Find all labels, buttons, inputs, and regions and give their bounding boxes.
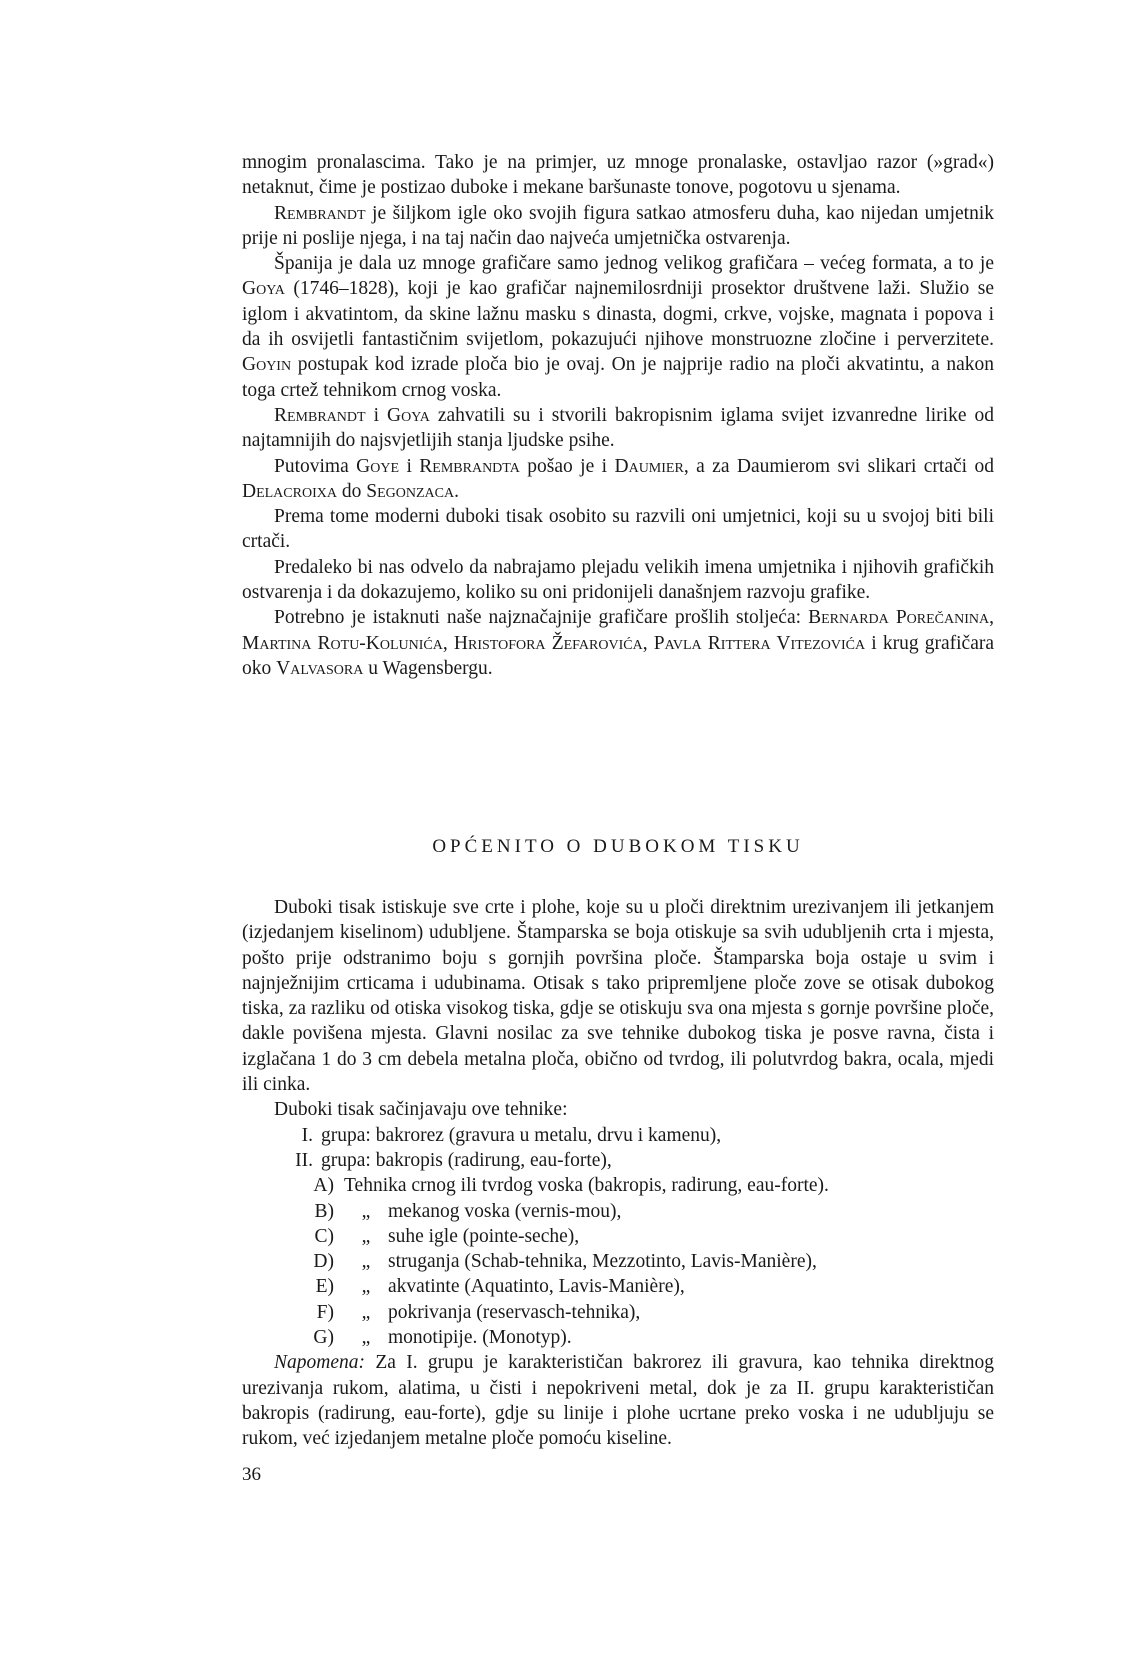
paragraph-text: .: [454, 480, 459, 502]
artist-name: Delacroixa: [242, 480, 337, 502]
list-item: [242, 1325, 994, 1350]
paragraph-text: Španija je dala uz mnoge grafičare samo jednog velikog grafičara – većeg formata, a to je: [274, 253, 994, 275]
list-text: akvatinte (Aquatinto, Lavis-Manière),: [388, 1276, 685, 1298]
page-number: 36: [242, 1464, 261, 1485]
technique-subitems: [242, 1173, 994, 1350]
list-text: mekanog voska (vernis-mou),: [388, 1200, 622, 1222]
artist-name: Goya: [242, 278, 285, 300]
artist-name: Rembrandta: [419, 455, 520, 477]
artist-name: Goyin: [242, 354, 292, 376]
paragraph-intro: Duboki tisak istiskuje sve crte i plohe, koje su u ploči direktnim urezivanjem ili jetkanjem (izjedanjem kiselinom) udubljene. Štamparska se boja otiskuje sa svih udubljenih crta i mjesta, pošto prije odstranimo boju s gornjih površina ploče. Štamparska boja ostaje u svim i najnježnijim crticama i udubinama. Otisak s tako pripremljene ploče zove se otisak dubokog tiska, za razliku od otiska visokog tiska, gdje se otiskuju sva ona mjesta s gornje površine ploče, dakle povišena mjesta. Glavni nosilac za sve tehnike dubokog tiska je posve ravna, čista i izglačana 1 do 3 cm debela metalna ploča, obično od tvrdog, ili polutvrdog bakra, ocala, mjedi ili cinka.: [242, 897, 994, 1096]
paragraph-plejada: Predaleko bi nas odvelo da nabrajamo plejadu velikih imena umjetnika i njihovih grafičkih ostvarenja i da dokazujemo, koliko su oni pridonijeli današnjem razvoju grafike.: [242, 556, 994, 604]
list-text: grupa: bakropis (radirung, eau-forte),: [321, 1149, 612, 1171]
list-text: suhe igle (pointe-seche),: [388, 1225, 580, 1247]
artist-name: Rembrandt: [274, 202, 366, 224]
artist-name: Pavla Rittera Vitezovića: [653, 632, 866, 654]
paragraph-text: je šiljkom igle oko svojih figura satkao atmosferu duha, kao nijedan umjetnik prije ni poslije njega, i na taj način dao najveća umjetnička ostvarenja.: [242, 202, 994, 249]
ditto-mark: „: [361, 1225, 371, 1247]
list-item: [242, 1123, 994, 1148]
list-text: Tehnika crnog ili tvrdog voska (bakropis, radirung, eau-forte).: [344, 1175, 829, 1197]
list-text: grupa: bakrorez (gravura u metalu, drvu i kamenu),: [321, 1124, 722, 1146]
ditto-mark: „: [361, 1327, 371, 1349]
section-body: [242, 895, 994, 1452]
paragraph-continuation: mnogim pronalascima. Tako je na primjer, uz mnoge pronalaske, ostavljao razor (»grad«) netaknut, čime je postizao duboke i mekane baršunaste tonove, pogotovu u sjenama.: [242, 152, 994, 199]
list-label: A): [313, 1175, 334, 1197]
list-text: struganja (Schab-tehnika, Mezzotinto, Lavis-Manière),: [388, 1251, 817, 1273]
list-item: [242, 1249, 994, 1274]
list-item: [242, 1300, 994, 1325]
list-label: G): [313, 1327, 334, 1349]
section-heading: OPĆENITO O DUBOKOM TISKU: [432, 836, 804, 857]
artist-name: Daumier: [614, 455, 684, 477]
paragraph-modern-print: Prema tome moderni duboki tisak osobito su razvili oni umjetnici, koji su u svojoj biti bili crtači.: [242, 506, 994, 553]
list-item: [242, 1224, 994, 1249]
top-text-block: [242, 150, 994, 681]
list-label: I.: [301, 1124, 313, 1146]
list-label: C): [314, 1225, 334, 1247]
artist-name: Hristofora Žefarovića: [453, 632, 643, 654]
paragraph-text: pošao je i: [519, 455, 615, 477]
paragraph-text: i: [399, 455, 420, 477]
paragraph-text: ,: [642, 632, 654, 654]
list-item: [242, 1148, 994, 1173]
list-text: pokrivanja (reservasch-tehnika),: [388, 1301, 641, 1323]
ditto-mark: „: [361, 1251, 371, 1273]
ditto-mark: „: [361, 1301, 371, 1323]
artist-name: Martina Rotu-Kolunića: [242, 632, 443, 654]
artist-name: Bernarda Porečanina: [808, 607, 990, 629]
paragraph-text: do: [336, 480, 367, 502]
paragraph-rembrandt: [242, 201, 994, 252]
ditto-mark: „: [361, 1276, 371, 1298]
list-label: II.: [295, 1149, 313, 1171]
paragraph-text: postupak kod izrade ploča bio je ovaj. On je najprije radio na ploči akvatintu, a nakon toga crtež tehnikom crnog voska.: [242, 354, 994, 401]
list-text: monotipije. (Monotyp).: [388, 1327, 572, 1349]
artist-name: Goye: [356, 455, 400, 477]
artist-name: Valvasora: [276, 657, 364, 679]
list-label: E): [315, 1276, 334, 1298]
paragraph-text: , a za Daumierom svi slikari crtači od: [683, 455, 994, 477]
list-label: F): [316, 1301, 334, 1323]
technique-groups: [242, 1123, 994, 1174]
paragraph-text: ,: [989, 607, 994, 629]
paragraph-text: Putovima: [274, 455, 357, 477]
ditto-mark: „: [361, 1200, 371, 1222]
paragraph-note: [242, 1350, 994, 1451]
paragraph-text: Potrebno je istaknuti naše najznačajnije grafičare prošlih stoljeća:: [274, 607, 809, 629]
note-label: Napomena:: [274, 1352, 365, 1374]
paragraph-text: u Wagensbergu.: [363, 657, 493, 679]
list-label: B): [314, 1200, 334, 1222]
list-item: [242, 1274, 994, 1299]
paragraph-text: zahvatili su i stvorili bakropisnim iglama svijet izvanredne lirike od najtamnijih do najsvjetlijih stanja ljudske psihe.: [242, 404, 994, 452]
paragraph-goya: [242, 251, 994, 403]
list-item: [242, 1199, 994, 1224]
paragraph-rembrandt-goya: [242, 403, 994, 454]
paragraph-daumier: [242, 454, 994, 505]
paragraph-text: i: [365, 404, 387, 426]
list-label: D): [313, 1251, 334, 1273]
artist-name: Rembrandt: [274, 404, 366, 426]
note-text: Za I. grupu je karakterističan bakrorez ili gravura, kao tehnika direktnog urezivanja rukom, alatima, u čisti i nepokriveni metal, dok je za II. grupu karakterističan bakropis (radirung, eau-forte), gdje su linije i plohe ucrtane preko voska i ne udubljuju se rukom, već izjedanjem metalne ploče pomoću kiseline.: [242, 1352, 994, 1450]
paragraph-domestic-artists: [242, 605, 994, 681]
list-item: [242, 1173, 994, 1198]
paragraph-text: (1746–1828), koji je kao grafičar najnemilosrdniji prosektor društvene laži. Služio se iglom i akvatintom, da skine lažnu masku s dinasta, dogmi, crkve, vojske, magnata i popova i da ih osvijetli fantastičnim svijetlom, pokazujući njihove monstruozne zločine i perverzitete.: [242, 278, 994, 351]
list-intro: Duboki tisak sačinjavaju ove tehnike:: [274, 1099, 568, 1121]
artist-name: Segonzaca: [366, 480, 455, 502]
artist-name: Goya: [387, 404, 430, 426]
paragraph-text: ,: [442, 632, 454, 654]
paragraph-text: i krug grafičara oko: [242, 632, 994, 679]
